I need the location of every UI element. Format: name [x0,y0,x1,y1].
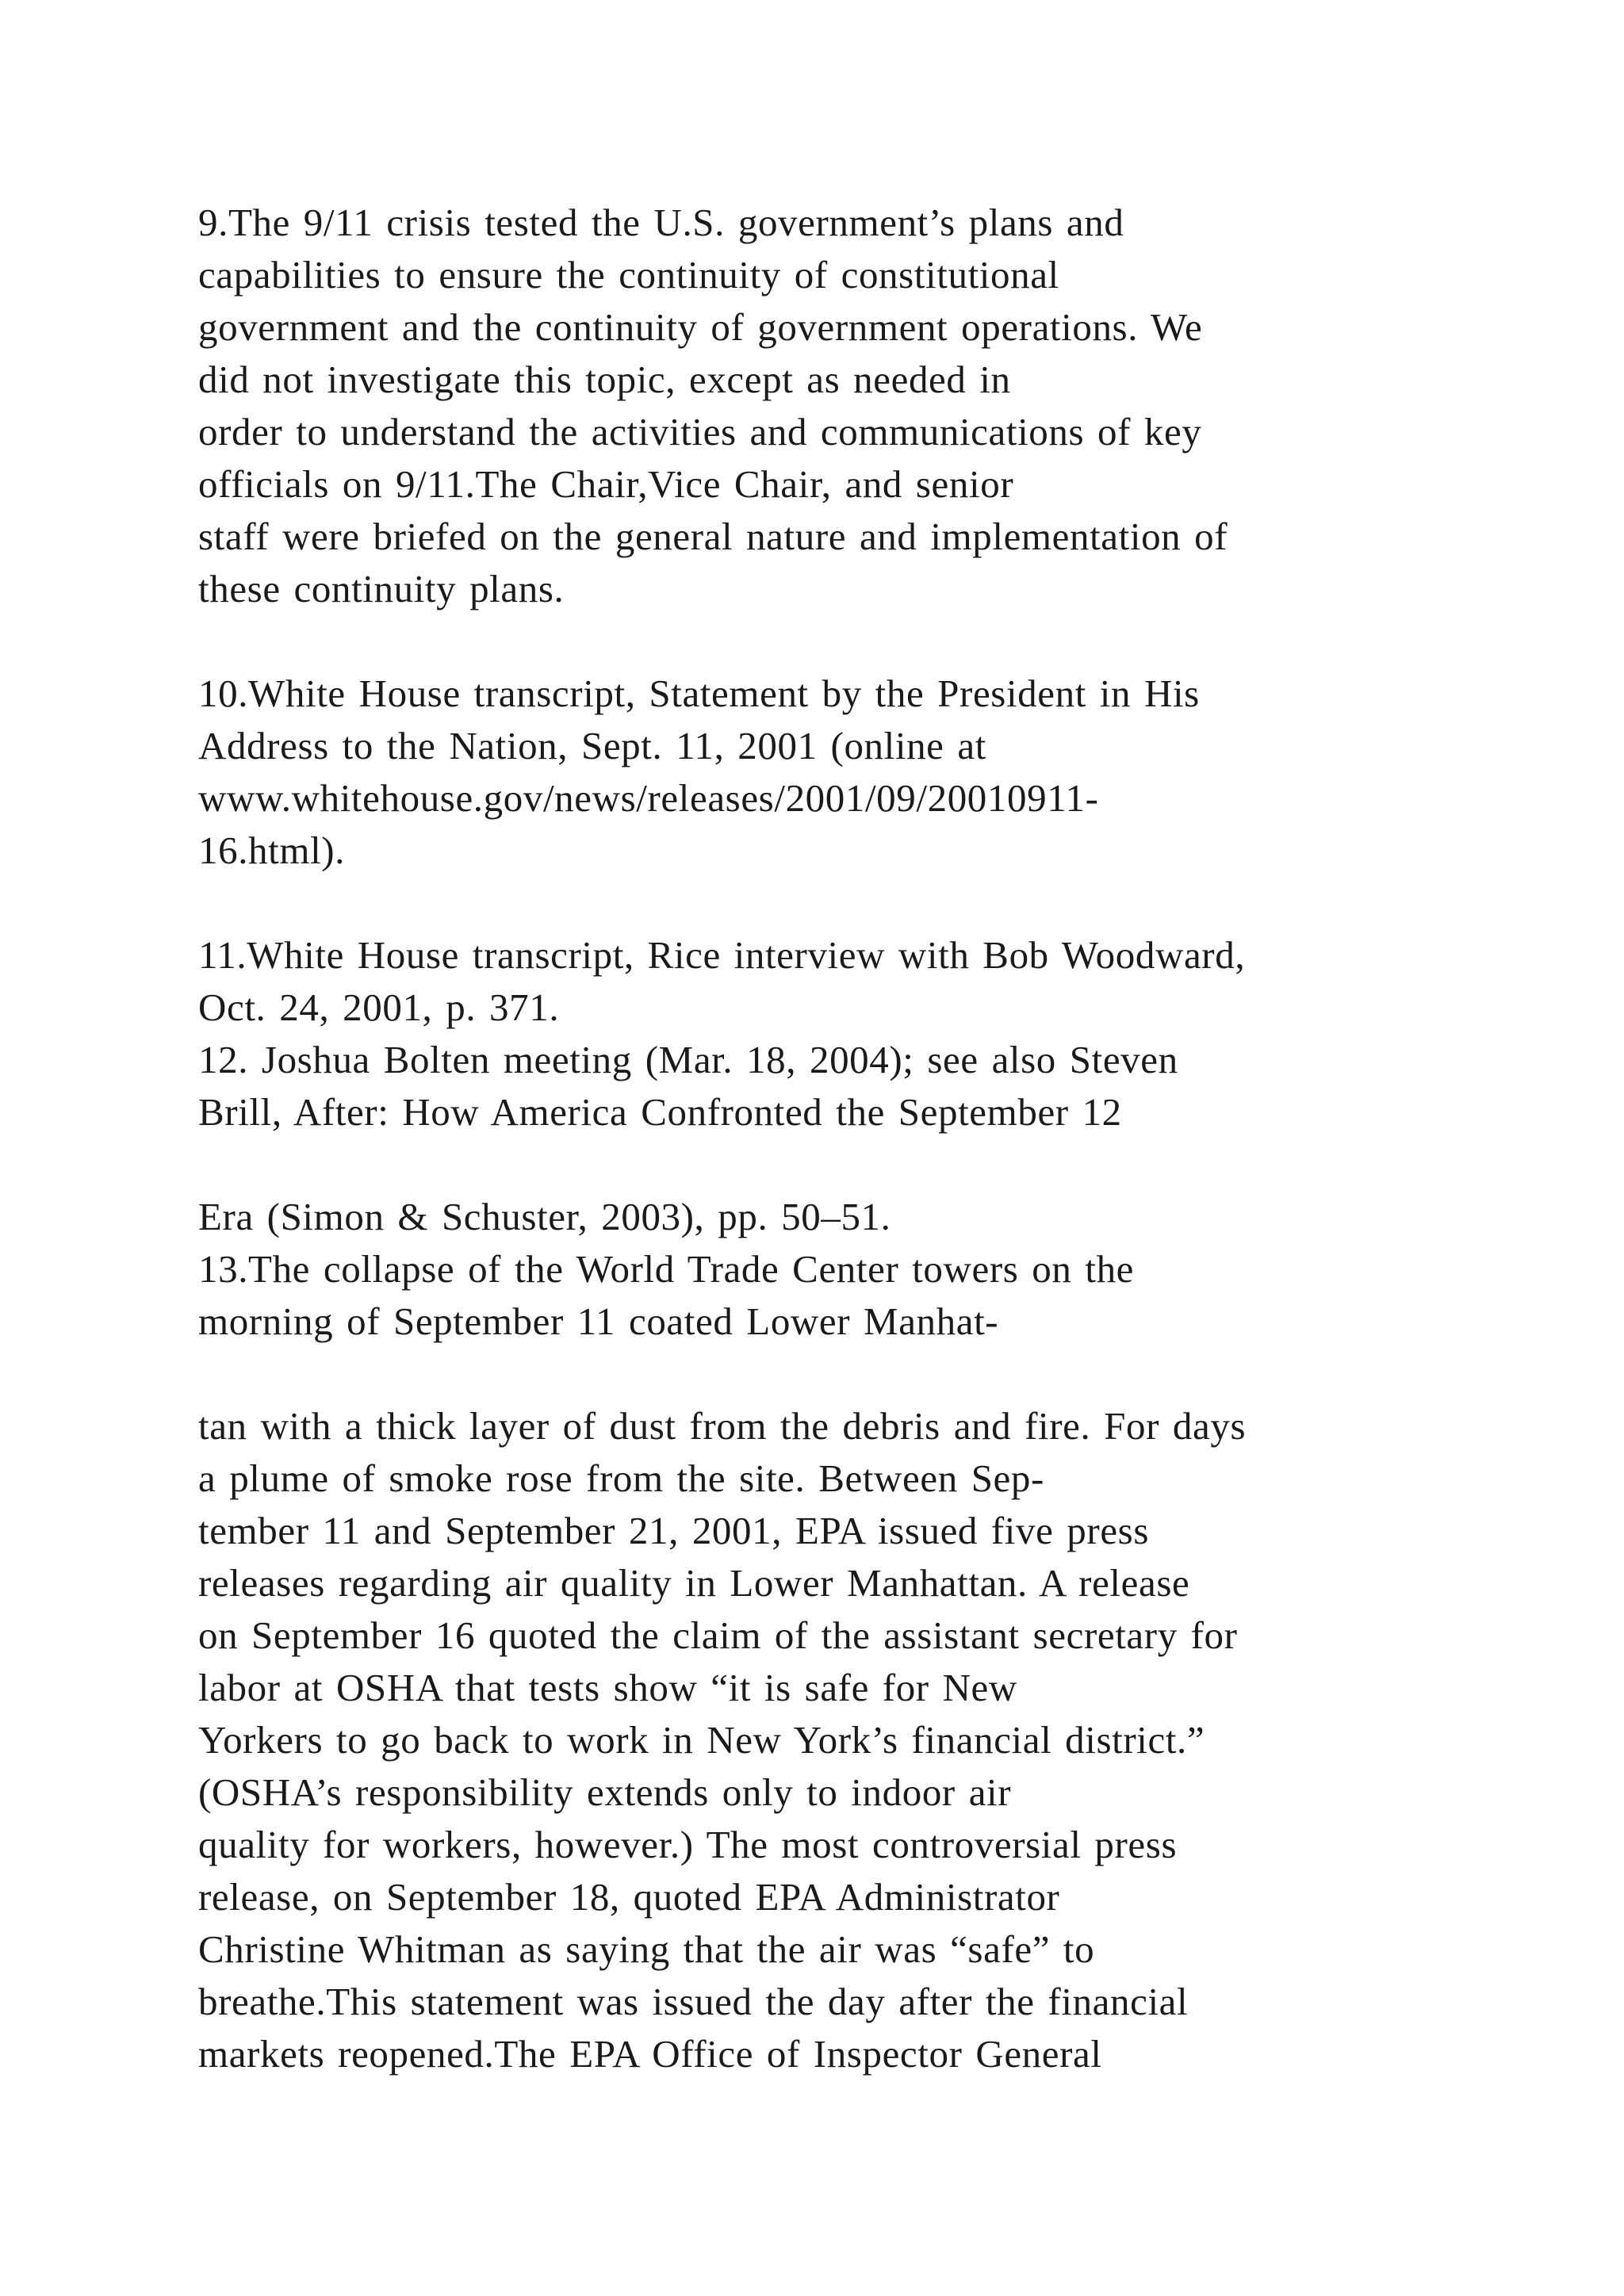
text-line: 13.The collapse of the World Trade Center towers on the [198,1247,1135,1291]
text-line: 16.html). [198,828,346,872]
text-line: Yorkers to go back to work in New York’s financial district.” [198,1718,1205,1762]
text-line: Brill, After: How America Confronted the September 12 [198,1090,1122,1134]
paragraph-gap [198,615,1546,668]
text-line: Era (Simon & Schuster, 2003), pp. 50–51. [198,1195,891,1238]
text-line: markets reopened.The EPA Office of Inspector General [198,2032,1102,2076]
text-line: Christine Whitman as saying that the air was “safe” to [198,1927,1095,1971]
text-line: officials on 9/11.The Chair,Vice Chair, and senior [198,462,1014,506]
text-line: 12. Joshua Bolten meeting (Mar. 18, 2004); see also Steven [198,1038,1178,1081]
text-line: breathe.This statement was issued the day after the financial [198,1980,1189,2023]
text-line: 11.White House transcript, Rice interview with Bob Woodward, [198,933,1246,977]
text-line: government and the continuity of government operations. We [198,305,1203,349]
text-line: quality for workers, however.) The most controversial press [198,1823,1178,1866]
text-line: tan with a thick layer of dust from the debris and fire. For days [198,1404,1247,1448]
paragraph-gap [198,877,1546,929]
text-line: releases regarding air quality in Lower Manhattan. A release [198,1561,1190,1605]
text-line: morning of September 11 coated Lower Manhat- [198,1299,999,1343]
text-line: 9.The 9/11 crisis tested the U.S. government’s plans and [198,201,1124,244]
text-line: (OSHA’s responsibility extends only to indoor air [198,1770,1012,1814]
text-line: on September 16 quoted the claim of the assistant secretary for [198,1613,1238,1657]
text-line: release, on September 18, quoted EPA Administrator [198,1875,1060,1919]
text-line: did not investigate this topic, except as needed in [198,358,1011,401]
text-line: 10.White House transcript, Statement by the President in His [198,672,1200,715]
text-line: order to understand the activities and communications of key [198,410,1202,453]
text-line: Oct. 24, 2001, p. 371. [198,985,560,1029]
text-line: staff were briefed on the general nature and implementation of [198,515,1228,558]
paragraph-gap [198,1138,1546,1191]
text-line: these continuity plans. [198,567,565,610]
text-line: tember 11 and September 21, 2001, EPA issued five press [198,1509,1150,1552]
text-line: labor at OSHA that tests show “it is safe for New [198,1666,1017,1709]
text-line: capabilities to ensure the continuity of constitutional [198,253,1059,297]
paragraph-gap [198,1348,1546,1400]
text-line: a plume of smoke rose from the site. Between Sep- [198,1456,1044,1500]
text-line: Address to the Nation, Sept. 11, 2001 (online at [198,724,986,767]
footnotes-text [198,197,1546,2080]
text-line: www.whitehouse.gov/news/releases/2001/09/20010911- [198,776,1099,820]
